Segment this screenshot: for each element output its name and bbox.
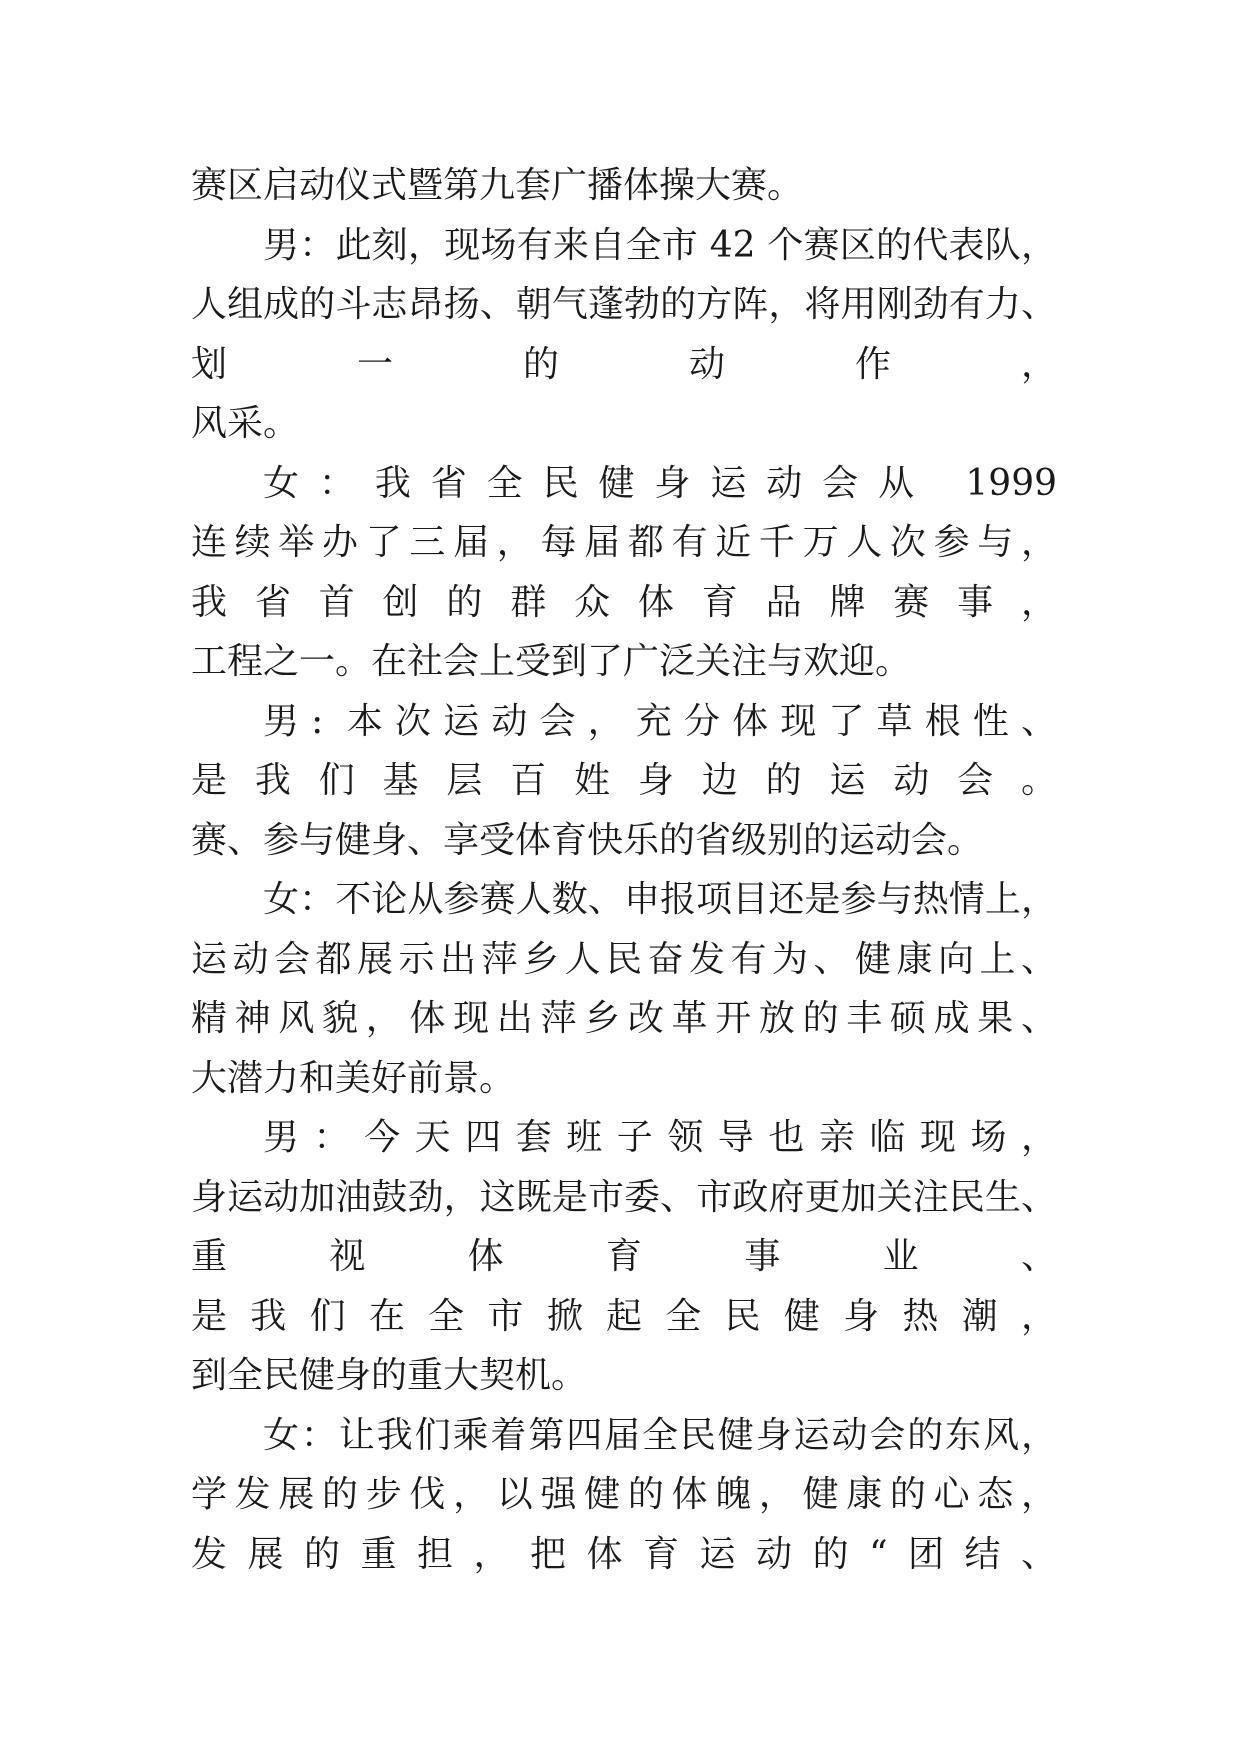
text-line: 运动会都展示出萍乡人民奋发有为、健康向上、	[191, 938, 1057, 980]
paragraph	[191, 870, 1057, 1108]
paragraph	[191, 454, 1057, 692]
text-line: 赛区启动仪式暨第九套广播体操大赛。	[191, 165, 804, 206]
text-line: 男: 本次运动会，充分体现了草根性、	[263, 700, 1057, 742]
paragraph	[191, 692, 1057, 871]
paragraph	[191, 216, 1057, 454]
text-line: 女：我省全民健身运动会从 1999	[263, 462, 1057, 504]
text-line: 是我们基层百姓身边的运动会。	[191, 760, 1057, 801]
text-line: 男：今天四套班子领导也亲临现场，	[263, 1117, 1057, 1158]
text-line: 人组成的斗志昂扬、朝气蓬勃的方阵，将用刚劲有力、	[191, 284, 1057, 325]
text-line: 工程之一。在社会上受到了广泛关注与欢迎。	[191, 641, 912, 682]
text-line: 重视体育事业、	[191, 1236, 1057, 1277]
text-line: 是我们在全市掀起全民健身热潮，	[191, 1295, 1057, 1337]
text-line: 精神风貌，体现出萍乡改革开放的丰硕成果、	[191, 998, 1057, 1039]
text-line: 我省首创的群众体育品牌赛事，	[191, 581, 1057, 623]
text-line: 风采。	[191, 403, 300, 444]
document-body	[191, 156, 1057, 1584]
text-line: 身运动加油鼓劲，这既是市委、市政府更加关注民生、	[191, 1176, 1057, 1218]
text-line: 女：不论从参赛人数、申报项目还是参与热情上，	[263, 879, 1057, 920]
text-line: 连续举办了三届，每届都有近千万人次参与，	[191, 522, 1057, 563]
text-line: 发展的重担，把体育运动的“团结、	[191, 1533, 1057, 1575]
text-line: 男：此刻，现场有来自全市 42 个赛区的代表队，	[263, 224, 1057, 266]
text-line: 学发展的步伐，以强健的体魄，健康的心态，	[191, 1474, 1057, 1515]
text-line: 大潜力和美好前景。	[191, 1057, 516, 1099]
paragraph	[191, 1406, 1057, 1585]
text-line: 到全民健身的重大契机。	[191, 1355, 588, 1396]
text-line: 划一的动作，	[191, 343, 1057, 385]
paragraph	[191, 156, 1057, 216]
paragraph	[191, 1108, 1057, 1406]
text-line: 赛、参与健身、享受体育快乐的省级别的运动会。	[191, 819, 984, 861]
text-line: 女：让我们乘着第四届全民健身运动会的东风，	[263, 1414, 1057, 1456]
